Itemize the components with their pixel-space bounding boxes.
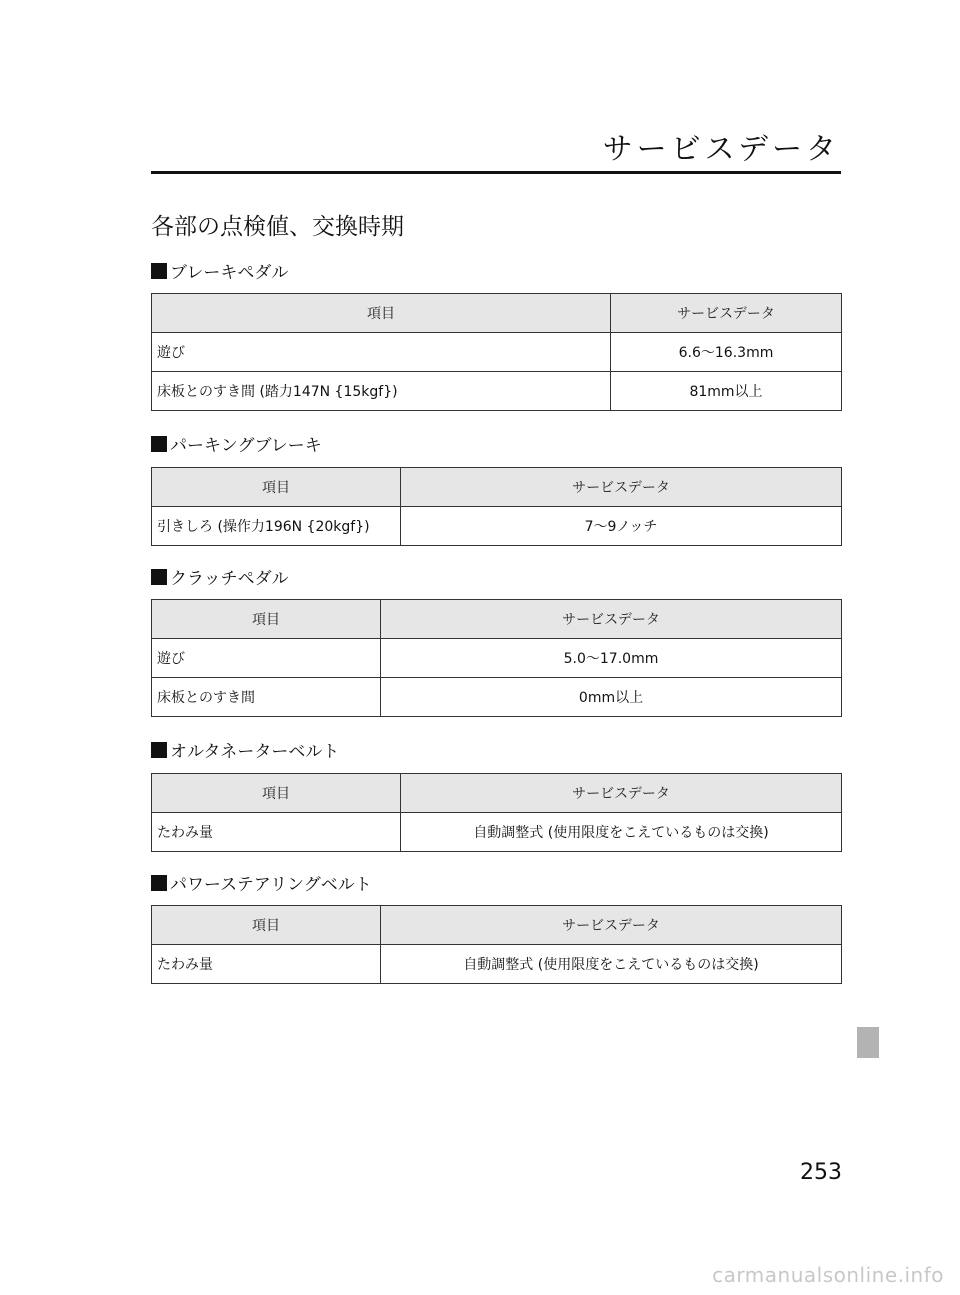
- row-value: 自動調整式 (使用限度をこえているものは交換): [381, 945, 842, 984]
- column-header-service-data: サービスデータ: [401, 468, 842, 507]
- subheading-label: パワーステアリングベルト: [170, 875, 372, 895]
- page-header-title: サービスデータ: [602, 132, 840, 167]
- brake-pedal-table: [151, 293, 842, 411]
- row-item: 床板とのすき間: [152, 678, 381, 717]
- row-value: 7〜9ノッチ: [401, 507, 842, 546]
- section-title: 各部の点検値、交換時期: [151, 214, 404, 240]
- subheading-power-steering-belt: [151, 870, 372, 895]
- table-row: [152, 333, 842, 372]
- column-header-item: 項目: [152, 468, 401, 507]
- table-header-row: [152, 774, 842, 813]
- subheading-alternator-belt: [151, 737, 339, 762]
- watermark: carmanualsonline.info: [712, 1263, 944, 1287]
- row-item: 遊び: [152, 333, 611, 372]
- column-header-item: 項目: [152, 294, 611, 333]
- row-value: 81mm以上: [611, 372, 842, 411]
- row-item: たわみ量: [152, 945, 381, 984]
- row-value: 0mm以上: [381, 678, 842, 717]
- square-bullet-icon: [151, 875, 167, 891]
- page-number: 253: [800, 1160, 842, 1185]
- square-bullet-icon: [151, 742, 167, 758]
- column-header-item: 項目: [152, 906, 381, 945]
- subheading-label: オルタネーターベルト: [170, 742, 340, 762]
- row-value: 6.6〜16.3mm: [611, 333, 842, 372]
- row-value: 5.0〜17.0mm: [381, 639, 842, 678]
- square-bullet-icon: [151, 263, 167, 279]
- column-header-service-data: サービスデータ: [381, 600, 842, 639]
- column-header-service-data: サービスデータ: [401, 774, 842, 813]
- table-row: [152, 945, 842, 984]
- table-row: [152, 678, 842, 717]
- subheading-label: パーキングブレーキ: [170, 436, 322, 456]
- table-row: [152, 507, 842, 546]
- column-header-item: 項目: [152, 600, 381, 639]
- parking-brake-table: [151, 467, 842, 546]
- table-header-row: [152, 906, 842, 945]
- row-item: たわみ量: [152, 813, 401, 852]
- column-header-service-data: サービスデータ: [611, 294, 842, 333]
- table-header-row: [152, 294, 842, 333]
- row-item: 床板とのすき間 (踏力147N {15kgf}): [152, 372, 611, 411]
- column-header-item: 項目: [152, 774, 401, 813]
- alternator-belt-table: [151, 773, 842, 852]
- square-bullet-icon: [151, 436, 167, 452]
- table-row: [152, 639, 842, 678]
- subheading-parking-brake: [151, 431, 322, 456]
- header-rule: [151, 171, 841, 174]
- clutch-pedal-table: [151, 599, 842, 717]
- row-item: 遊び: [152, 639, 381, 678]
- subheading-label: クラッチペダル: [170, 569, 289, 589]
- subheading-brake-pedal: [151, 258, 288, 283]
- table-row: [152, 813, 842, 852]
- table-header-row: [152, 468, 842, 507]
- subheading-label: ブレーキペダル: [170, 263, 289, 283]
- row-value: 自動調整式 (使用限度をこえているものは交換): [401, 813, 842, 852]
- square-bullet-icon: [151, 569, 167, 585]
- row-item: 引きしろ (操作力196N {20kgf}): [152, 507, 401, 546]
- subheading-clutch-pedal: [151, 564, 289, 589]
- power-steering-belt-table: [151, 905, 842, 984]
- table-row: [152, 372, 842, 411]
- chapter-side-tab: [857, 1027, 879, 1058]
- table-header-row: [152, 600, 842, 639]
- column-header-service-data: サービスデータ: [381, 906, 842, 945]
